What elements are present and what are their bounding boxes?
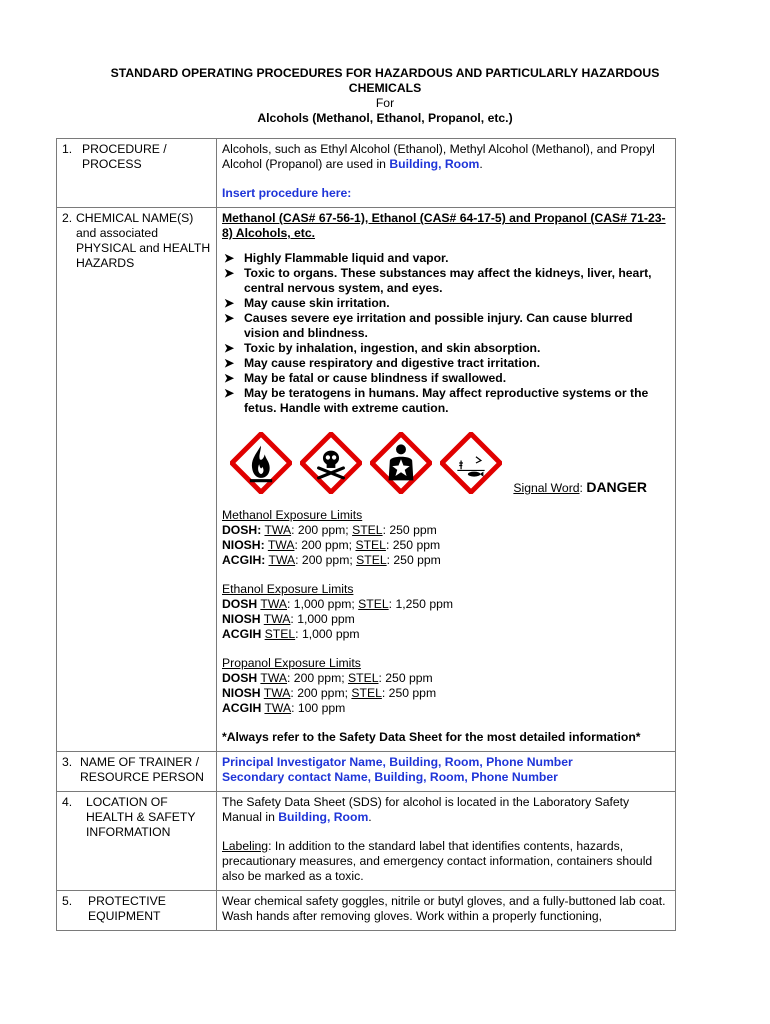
hazard-item: ➤ May be fatal or cause blindness if swallowed. bbox=[224, 371, 507, 385]
skull-crossbones-pictogram-icon bbox=[300, 432, 362, 494]
section-4-label-cell bbox=[57, 792, 217, 891]
exposure-row: ACGIH STEL: 1,000 ppm bbox=[222, 627, 360, 641]
section-2-number: 2. bbox=[62, 211, 73, 225]
section-3-content-cell bbox=[217, 752, 676, 792]
signal-word-value: DANGER bbox=[586, 479, 647, 495]
exposure-row: NIOSH TWA: 1,000 ppm bbox=[222, 612, 355, 626]
section-1-number: 1. bbox=[62, 142, 73, 156]
exposure-row: ACGIH TWA: 100 ppm bbox=[222, 701, 346, 715]
section-3-label-cell bbox=[57, 752, 217, 792]
exposure-row: NIOSH: TWA: 200 ppm; STEL: 250 ppm bbox=[222, 538, 441, 552]
arrow-bullet-icon: ➤ bbox=[224, 371, 235, 385]
exposure-row: DOSH: TWA: 200 ppm; STEL: 250 ppm bbox=[222, 523, 437, 537]
section-1-label: PROCEDURE / PROCESS bbox=[82, 142, 167, 171]
exposure-block bbox=[222, 508, 671, 568]
section-5-label-cell bbox=[57, 891, 217, 931]
section-4-number: 4. bbox=[62, 795, 73, 809]
arrow-bullet-icon: ➤ bbox=[224, 341, 235, 355]
section-4-row bbox=[57, 792, 676, 891]
section-3-label: NAME OF TRAINER / RESOURCE PERSON bbox=[80, 755, 204, 784]
hazard-item: ➤ Causes severe eye irritation and possible injury. Can cause blurred vision and blindness. bbox=[224, 311, 633, 340]
arrow-bullet-icon: ➤ bbox=[224, 356, 235, 370]
section-5-text: Wear chemical safety goggles, nitrile or butyl gloves, and a fully-buttoned lab coat. Wash hands after removing gloves. Work within a properly functioning, bbox=[222, 894, 666, 923]
signal-word-line: Signal Word: DANGER bbox=[513, 479, 647, 495]
exposure-title: Propanol Exposure Limits bbox=[222, 656, 361, 670]
hazard-list bbox=[222, 251, 671, 416]
hazard-item: ➤ May be teratogens in humans. May affect reproductive systems or the fetus. Handle with extreme caution. bbox=[224, 386, 649, 415]
health-hazard-pictogram-icon bbox=[370, 432, 432, 494]
building-room-placeholder: Building, Room bbox=[278, 810, 369, 824]
for-line: For bbox=[375, 96, 395, 110]
secondary-contact-placeholder: Secondary contact Name, Building, Room, Phone Number bbox=[222, 770, 558, 784]
section-1-text: Alcohols, such as Ethyl Alcohol (Ethanol), Methyl Alcohol (Methanol), and Propyl Alcohol (Propanol) are used in Building, Room. bbox=[222, 142, 655, 171]
exposure-title: Methanol Exposure Limits bbox=[222, 508, 363, 522]
subject-line: Alcohols (Methanol, Ethanol, Propanol, etc.) bbox=[257, 111, 513, 125]
section-1-row bbox=[57, 139, 676, 208]
section-4-text: The Safety Data Sheet (SDS) for alcohol is located in the Laboratory Safety Manual in Building, Room. bbox=[222, 795, 630, 824]
section-5-row bbox=[57, 891, 676, 931]
arrow-bullet-icon: ➤ bbox=[224, 311, 235, 325]
section-4-content-cell bbox=[217, 792, 676, 891]
exposure-block bbox=[222, 656, 671, 716]
arrow-bullet-icon: ➤ bbox=[224, 266, 235, 280]
exposure-limits bbox=[222, 508, 671, 716]
sds-note: *Always refer to the Safety Data Sheet for the most detailed information* bbox=[222, 730, 641, 744]
labeling-text: Labeling: In addition to the standard label that identifies contents, hazards, precautionary measures, and emergency contact information, containers should also be marked as a toxic. bbox=[222, 839, 653, 883]
exposure-row: ACGIH: TWA: 200 ppm; STEL: 250 ppm bbox=[222, 553, 441, 567]
hazard-item: ➤ Highly Flammable liquid and vapor. bbox=[224, 251, 449, 265]
insert-procedure-placeholder: Insert procedure here: bbox=[222, 186, 352, 200]
flame-pictogram-icon bbox=[230, 432, 292, 494]
section-4-label: LOCATION OF HEALTH & SAFETY INFORMATION bbox=[86, 795, 196, 839]
exposure-row: DOSH TWA: 1,000 ppm; STEL: 1,250 ppm bbox=[222, 597, 454, 611]
arrow-bullet-icon: ➤ bbox=[224, 296, 235, 310]
section-2-label: CHEMICAL NAME(S) and associated PHYSICAL and HEALTH HAZARDS bbox=[76, 211, 211, 270]
sop-table bbox=[56, 138, 676, 931]
title-line-1: STANDARD OPERATING PROCEDURES FOR HAZARDOUS AND PARTICULARLY HAZARDOUS bbox=[110, 66, 660, 80]
environment-pictogram-icon bbox=[440, 432, 502, 494]
document-header bbox=[60, 66, 710, 126]
title-line-2: CHEMICALS bbox=[348, 81, 422, 95]
section-3-row bbox=[57, 752, 676, 792]
hazard-item: ➤ May cause respiratory and digestive tract irritation. bbox=[224, 356, 540, 370]
signal-word-label: Signal Word bbox=[513, 481, 580, 495]
building-room-placeholder: Building, Room bbox=[389, 157, 480, 171]
section-2-label-cell bbox=[57, 208, 217, 752]
section-5-number: 5. bbox=[62, 894, 73, 908]
principal-investigator-placeholder: Principal Investigator Name, Building, Room, Phone Number bbox=[222, 755, 573, 769]
exposure-row: DOSH TWA: 200 ppm; STEL: 250 ppm bbox=[222, 671, 433, 685]
section-1-content-cell bbox=[217, 139, 676, 208]
exposure-title: Ethanol Exposure Limits bbox=[222, 582, 354, 596]
section-2-row bbox=[57, 208, 676, 752]
chemical-names: Methanol (CAS# 67-56-1), Ethanol (CAS# 64-17-5) and Propanol (CAS# 71-23-8) Alcohols, etc. bbox=[222, 211, 666, 240]
section-2-content-cell bbox=[217, 208, 676, 752]
exposure-block bbox=[222, 582, 671, 642]
hazard-item: ➤ Toxic by inhalation, ingestion, and skin absorption. bbox=[224, 341, 541, 355]
arrow-bullet-icon: ➤ bbox=[224, 386, 235, 400]
section-3-number: 3. bbox=[62, 755, 73, 769]
section-5-label: PROTECTIVE EQUIPMENT bbox=[88, 894, 166, 923]
arrow-bullet-icon: ➤ bbox=[224, 251, 235, 265]
exposure-row: NIOSH TWA: 200 ppm; STEL: 250 ppm bbox=[222, 686, 437, 700]
hazard-item: ➤ Toxic to organs. These substances may affect the kidneys, liver, heart, central nervous system, and eyes. bbox=[224, 266, 652, 295]
section-5-content-cell bbox=[217, 891, 676, 931]
section-1-label-cell bbox=[57, 139, 217, 208]
hazard-item: ➤ May cause skin irritation. bbox=[224, 296, 390, 310]
